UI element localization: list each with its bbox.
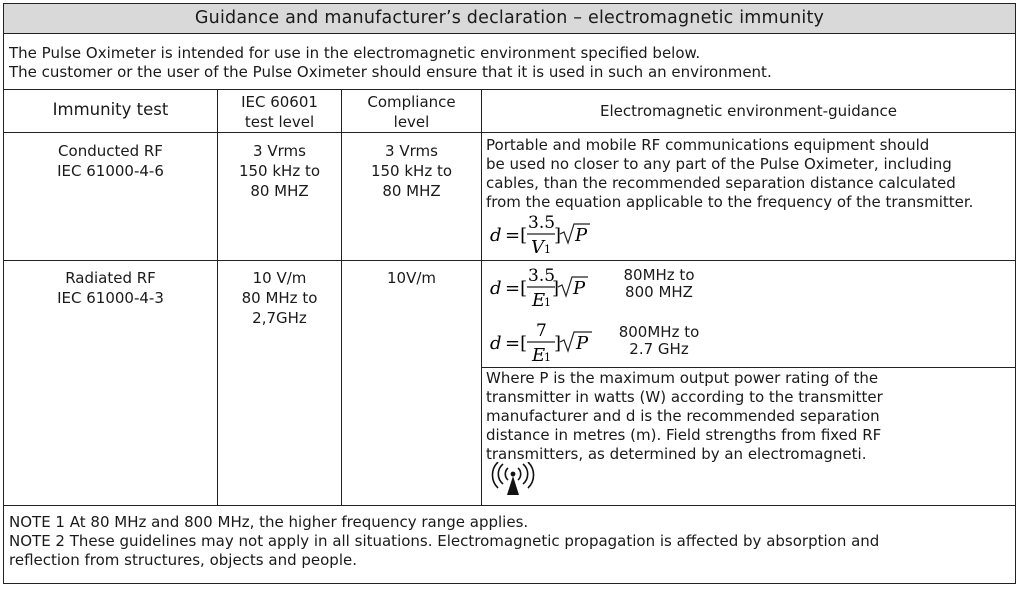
- conducted-rf-compliance: 3 Vrms 150 kHz to 80 MHZ: [370, 142, 453, 200]
- note-line: reflection from structures, objects and people.: [9, 551, 357, 569]
- immunity-declaration-table: [3, 3, 1016, 584]
- intro-text: [9, 44, 772, 82]
- formula-p: P: [573, 278, 586, 299]
- formula-conducted: [488, 212, 598, 258]
- formula-svg: [488, 212, 598, 256]
- formula-eq: =[: [505, 225, 528, 246]
- note-line: NOTE 2 These guidelines may not apply in all situations. Electromagnetic propagation is affected by absorption and: [9, 532, 880, 550]
- formula-subscript: 1: [544, 351, 551, 364]
- formula-p: P: [575, 225, 588, 246]
- formula-close-bracket: ]: [552, 278, 560, 299]
- formula-denominator: E: [532, 345, 546, 366]
- formula-eq: =[: [505, 278, 528, 299]
- formula-numerator: 3.5: [528, 213, 556, 233]
- formula-range-high: 800MHz to 2.7 GHz: [618, 323, 700, 358]
- intro-line: The Pulse Oximeter is intended for use in the electromagnetic environment specified below.: [9, 44, 701, 62]
- formula-svg: [488, 320, 603, 364]
- formula-subscript: 1: [544, 243, 551, 256]
- header-immunity-test: Immunity test: [52, 100, 169, 119]
- formula-d: d: [490, 225, 502, 246]
- non-ionizing-radiation-icon: [491, 462, 535, 498]
- radiated-rf-level: 10 V/m 80 MHz to 2,7GHz: [241, 269, 318, 327]
- formula-denominator: E: [532, 290, 546, 311]
- row-divider: [4, 89, 1015, 90]
- notes: [9, 513, 879, 570]
- cell-divider: [481, 367, 1015, 368]
- header-test-level: IEC 60601 test level: [241, 93, 318, 131]
- formula-numerator: 7: [536, 321, 547, 341]
- header-compliance-level: Compliance level: [367, 93, 456, 131]
- radiated-rf-compliance: 10V/m: [386, 269, 436, 287]
- formula-radiated-high: [488, 320, 603, 366]
- intro-line: The customer or the user of the Pulse Oximeter should ensure that it is used in such an environment.: [9, 63, 772, 81]
- formula-subscript: 1: [544, 296, 551, 309]
- row-divider: [4, 260, 1015, 261]
- note-line: NOTE 1 At 80 MHz and 800 MHz, the higher frequency range applies.: [9, 513, 529, 531]
- radiated-rf-test: Radiated RF IEC 61000-4-3: [57, 269, 164, 307]
- formula-radiated-low: [488, 265, 598, 311]
- formula-close-bracket: ]: [554, 333, 562, 354]
- formula-svg: [488, 265, 598, 309]
- formula-denominator: V: [531, 237, 544, 258]
- formula-eq: =[: [505, 333, 528, 354]
- row-divider: [4, 505, 1015, 506]
- formula-d: d: [490, 278, 502, 299]
- formula-close-bracket: ]: [554, 225, 562, 246]
- formula-p: P: [576, 333, 589, 354]
- conducted-rf-test: Conducted RF IEC 61000-4-6: [57, 142, 164, 180]
- conducted-rf-guidance: Portable and mobile RF communications equipment should be used no closer to any part of the Pulse Oximeter, including cables, than the recommended separation distance calculated from the equation applicable to the frequency of the transmitter.: [486, 136, 974, 211]
- header-guidance: Electromagnetic environment-guidance: [600, 102, 897, 120]
- table-title: Guidance and manufacturer’s declaration – electromagnetic immunity: [4, 4, 1015, 34]
- radiated-rf-guidance: Where P is the maximum output power rating of the transmitter in watts (W) according to the transmitter manufacturer and d is the recommended separation distance in metres (m). Field strengths from fixed RF transmitters, as determined by an electromagneti.: [486, 369, 883, 463]
- formula-d: d: [490, 333, 502, 354]
- formula-range-low: 80MHz to 800 MHZ: [623, 266, 695, 301]
- column-divider: [481, 89, 482, 505]
- row-divider: [4, 132, 1015, 133]
- formula-numerator: 3.5: [528, 266, 556, 286]
- conducted-rf-level: 3 Vrms 150 kHz to 80 MHZ: [238, 142, 321, 200]
